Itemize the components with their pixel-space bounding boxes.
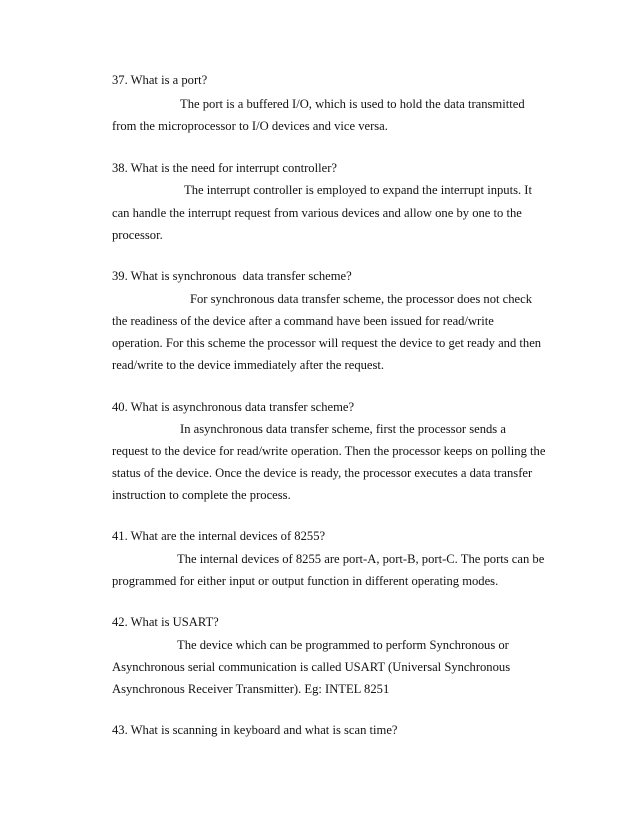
answer-37-line-2: from the microprocessor to I/O devices and vice versa.	[112, 119, 388, 133]
answer-42-line-3: Asynchronous Receiver Transmitter). Eg: INTEL 8251	[112, 682, 390, 696]
answer-38-line-1: The interrupt controller is employed to expand the interrupt inputs. It	[184, 183, 532, 197]
answer-39-line-4: read/write to the device immediately after the request.	[112, 358, 385, 372]
question-43: 43. What is scanning in keyboard and what is scan time?	[112, 723, 398, 737]
question-41: 41. What are the internal devices of 8255?	[112, 529, 326, 543]
question-37: 37. What is a port?	[112, 73, 208, 87]
answer-40-line-3: status of the device. Once the device is ready, the processor executes a data transfer	[112, 466, 533, 480]
answer-40-line-2: request to the device for read/write operation. Then the processor keeps on polling the	[112, 444, 546, 458]
answer-39-line-2: the readiness of the device after a command have been issued for read/write	[112, 314, 494, 328]
answer-38-line-3: processor.	[112, 228, 163, 242]
answer-41-line-2: programmed for either input or output function in different operating modes.	[112, 574, 499, 588]
question-38: 38. What is the need for interrupt controller?	[112, 161, 337, 175]
question-40: 40. What is asynchronous data transfer scheme?	[112, 400, 355, 414]
answer-40-line-4: instruction to complete the process.	[112, 488, 291, 502]
answer-42-line-2: Asynchronous serial communication is called USART (Universal Synchronous	[112, 660, 511, 674]
question-39: 39. What is synchronous data transfer scheme?	[112, 269, 352, 283]
answer-38-line-2: can handle the interrupt request from various devices and allow one by one to the	[112, 206, 522, 220]
answer-41-line-1: The internal devices of 8255 are port-A, port-B, port-C. The ports can be	[177, 552, 545, 566]
answer-42-line-1: The device which can be programmed to perform Synchronous or	[177, 638, 509, 652]
answer-40-line-1: In asynchronous data transfer scheme, first the processor sends a	[180, 422, 506, 436]
answer-39-line-3: operation. For this scheme the processor will request the device to get ready and then	[112, 336, 542, 350]
answer-37-line-1: The port is a buffered I/O, which is used to hold the data transmitted	[180, 97, 525, 111]
answer-39-line-1: For synchronous data transfer scheme, the processor does not check	[190, 292, 533, 306]
question-42: 42. What is USART?	[112, 615, 219, 629]
